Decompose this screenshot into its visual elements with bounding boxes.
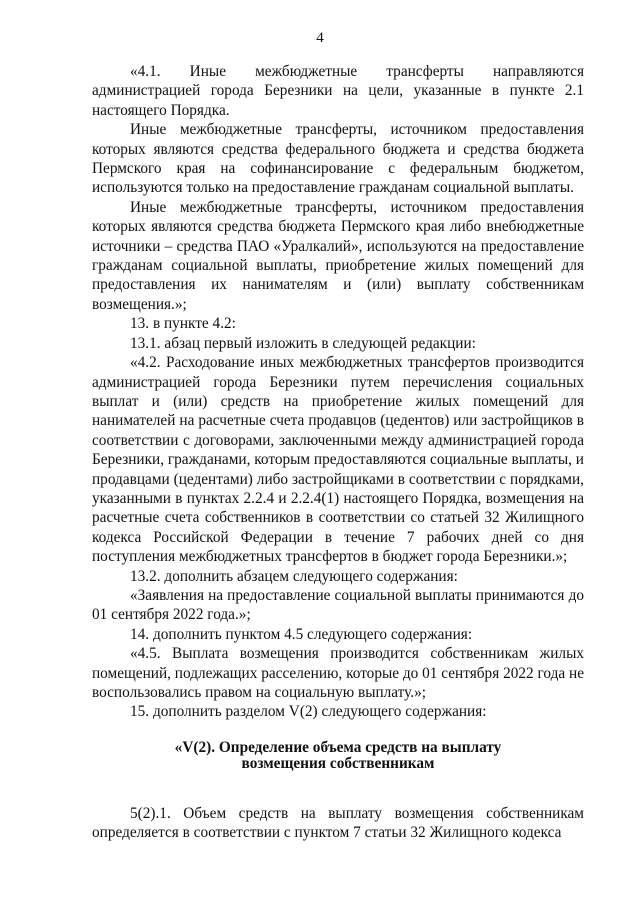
paragraph: «4.1. Иные межбюджетные трансферты направляются администрацией города Березники на цели, указанные в пункте 2.1 настоящего Порядка. (92, 63, 584, 119)
paragraph: 14. дополнить пунктом 4.5 следующего содержания: (130, 625, 473, 643)
paragraph: «4.2. Расходование иных межбюджетных трансфертов производится администрацией города Березники путем перечисления социальных выплат и (или) средств на приобретение жилых помещений для нанимателей на расчетные счета продавцов (цедентов) или застройщиков в соответствии с договорами, заключенными между администрацией города Березники, гражданами, которым предоставляются социальные выплаты, и продавцами (цедентами) либо застройщиками в соответствии с порядками, указанными в пунктах 2.2.4 и 2.2.4(1) настоящего Порядка, возмещения на расчетные счета собственников в соответствии со статьей 32 Жилищного кодекса Российской Федерации в течение 7 рабочих дней со дня поступления межбюджетных трансфертов в бюджет города Березники.»; (92, 354, 584, 566)
paragraph: 13. в пункте 4.2: (130, 315, 236, 333)
paragraph: «4.5. Выплата возмещения производится собственникам жилых помещений, подлежащих расселению, которые до 01 сентября 2022 года не воспользовались правом на социальную выплату.»; (92, 645, 584, 701)
paragraph: Иные межбюджетные трансферты, источником предоставления которых являются средства федерального бюджета и средства бюджета Пермского края на софинансирование с федеральным бюджетом, используются только на предоставление гражданам социальной выплаты. (92, 121, 584, 197)
paragraph: 13.1. абзац первый изложить в следующей редакции: (130, 334, 476, 352)
paragraph: 13.2. дополнить абзацем следующего содержания: (130, 567, 458, 585)
section-heading-line: возмещения собственникам (241, 754, 435, 772)
section-heading-line: «V(2). Определение объема средств на выплату (174, 738, 502, 756)
paragraph: 15. дополнить разделом V(2) следующего содержания: (130, 703, 487, 721)
paragraph: Иные межбюджетные трансферты, источником предоставления которых являются средства бюджета Пермского края либо внебюджетные источники – средства ПАО «Уралкалий», используются на предоставление гражданам социальной выплаты, приобретение жилых помещений для предоставления их нанимателям и (или) выплату собственникам возмещения.»; (92, 198, 584, 313)
document-body (92, 62, 584, 843)
paragraph: «Заявления на предоставление социальной выплаты принимаются до 01 сентября 2022 года.»; (92, 586, 584, 624)
section-heading (92, 740, 584, 772)
paragraph: 5(2).1. Объем средств на выплату возмещения собственникам определяется в соответствии с пунктом 7 статьи 32 Жилищного кодекса (92, 804, 584, 842)
page-number: 4 (316, 30, 324, 46)
